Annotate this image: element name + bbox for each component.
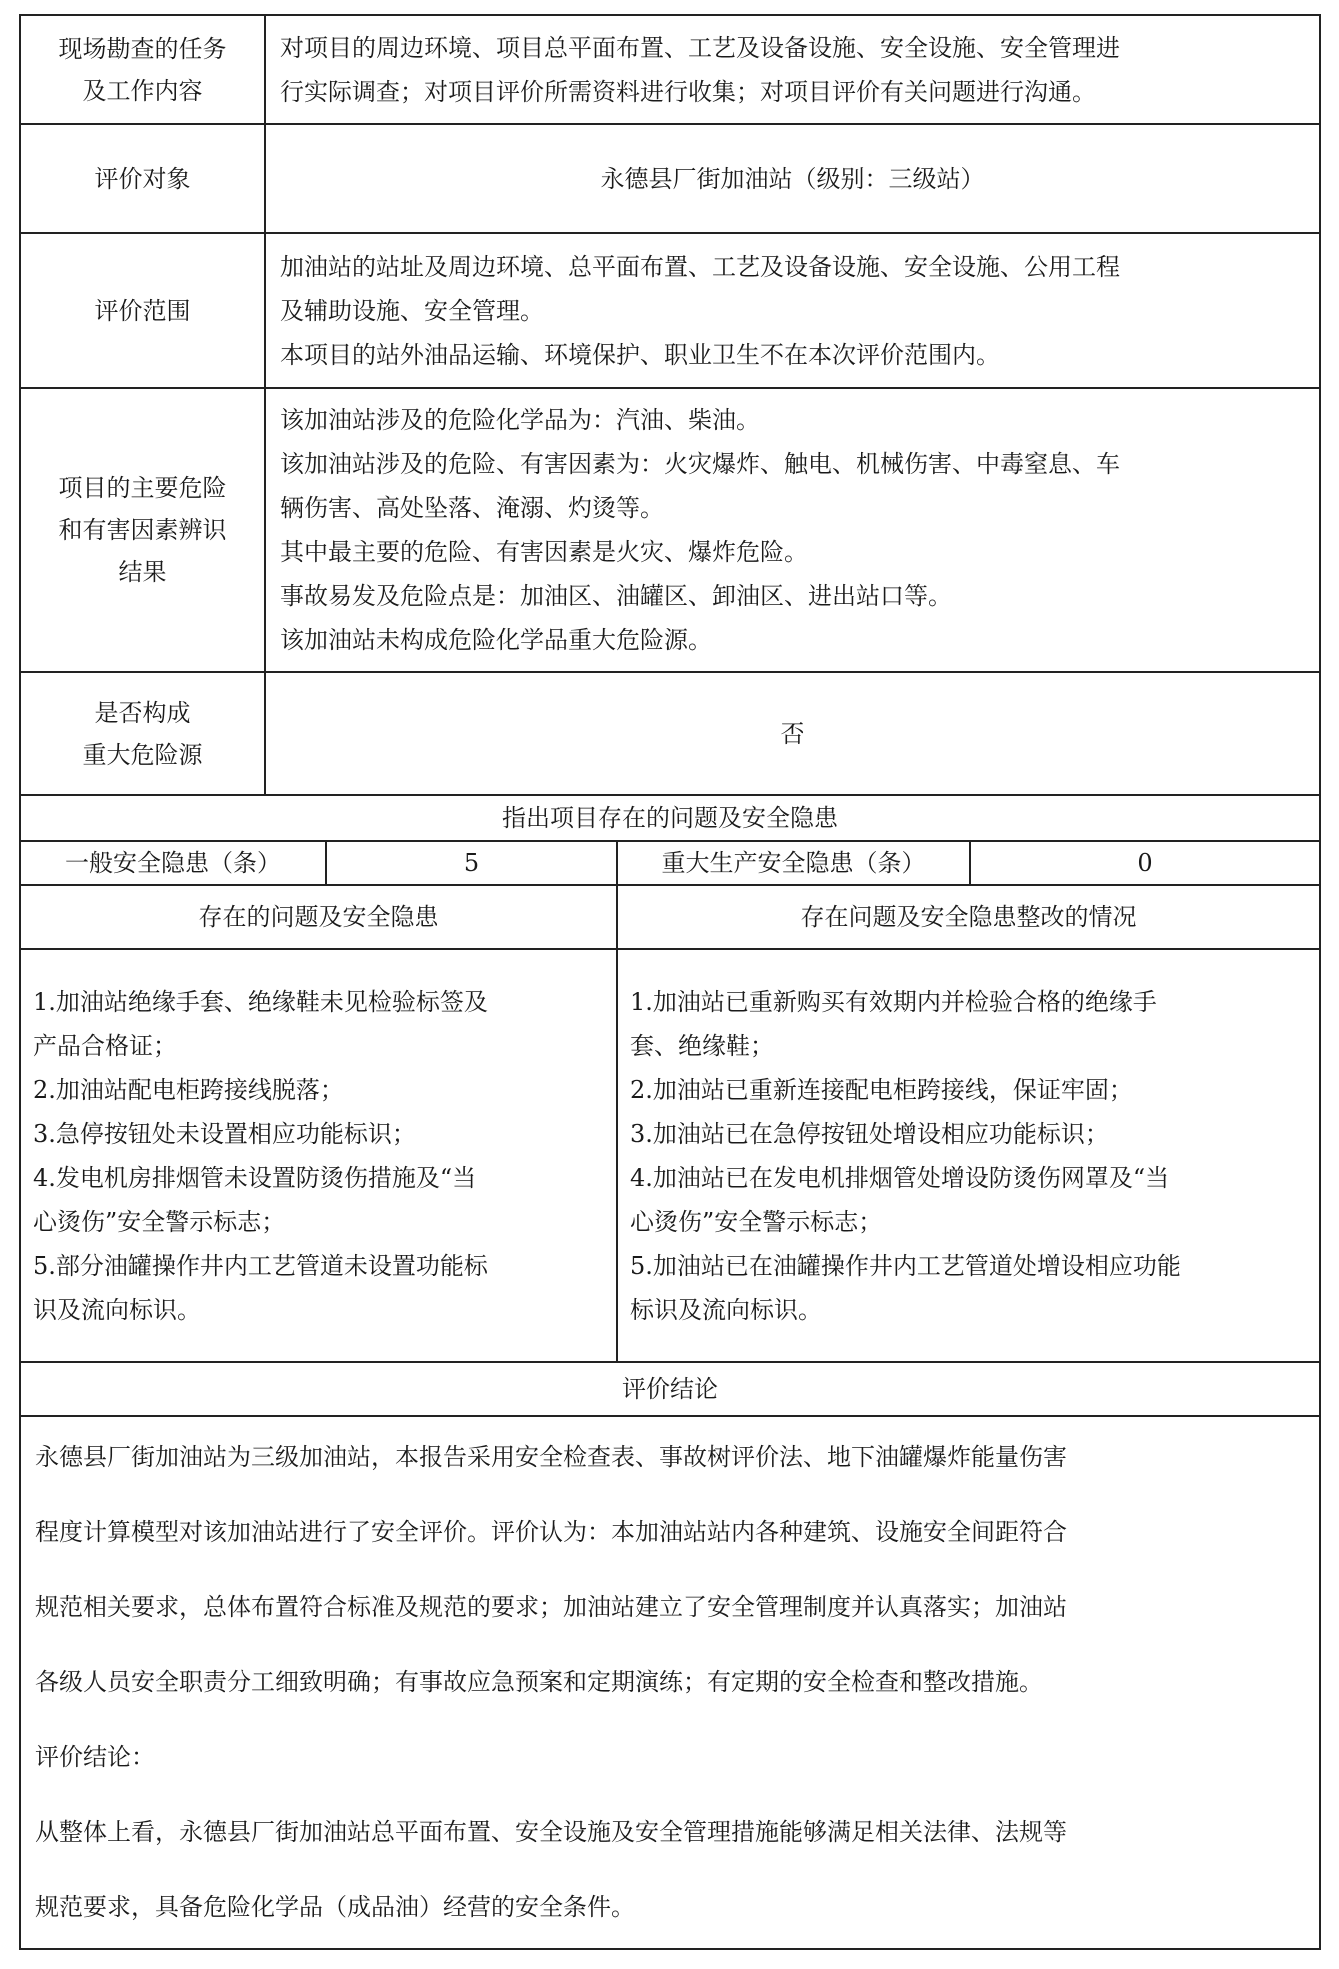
rectification-item-line: 标识及流向标识。 [630,1295,822,1324]
issues-list [21,950,616,1361]
conclusion-line: 评价结论： [35,1743,155,1771]
survey-label-line: 现场勘查的任务 [58,34,227,63]
issue-item-line: 识及流向标识。 [33,1295,201,1324]
hazards-line: 事故易发及危险点是：加油区、油罐区、卸油区、进出站口等。 [280,582,952,610]
issue-item-line: 3.急停按钮处未设置相应功能标识； [33,1119,416,1148]
conclusion-line: 从整体上看，永德县厂街加油站总平面布置、安全设施及安全管理措施能够满足相关法律、法规等 [35,1818,1067,1846]
conclusion-line: 程度计算模型对该加油站进行了安全评价。评价认为：本加油站站内各种建筑、设施安全间距符合 [35,1518,1067,1546]
row-major-hazard [19,671,1321,796]
major-hazard-label-line: 是否构成 [94,698,191,727]
issue-item-line: 1.加油站绝缘手套、绝缘鞋未见检验标签及 [33,987,488,1016]
survey-content [264,16,1319,123]
scope-label: 评价范围 [94,296,191,325]
hazards-label [21,389,264,671]
major-hazard-count-label: 重大生产安全隐患（条） [616,842,969,884]
survey-line: 对项目的周边环境、项目总平面布置、工艺及设备设施、安全设施、安全管理进 [280,33,1120,62]
issues-title: 指出项目存在的问题及安全隐患 [19,794,1321,842]
rectification-column-header: 存在问题及安全隐患整改的情况 [616,886,1319,948]
major-hazard-label [21,673,264,794]
conclusion-line: 规范相关要求，总体布置符合标准及规范的要求；加油站建立了安全管理制度并认真落实；加油站 [35,1593,1067,1621]
rectification-item-line: 套、绝缘鞋； [630,1031,774,1060]
rectification-item-line: 2.加油站已重新连接配电柜跨接线，保证牢固； [630,1075,1133,1104]
major-hazard-label-line: 重大危险源 [82,740,203,769]
issue-item-line: 2.加油站配电柜跨接线脱落； [33,1075,344,1104]
row-issue-counts [19,840,1321,886]
scope-line: 本项目的站外油品运输、环境保护、职业卫生不在本次评价范围内。 [280,340,1000,369]
rectification-item-line: 5.加油站已在油罐操作井内工艺管道处增设相应功能 [630,1251,1181,1280]
hazards-content [264,389,1319,671]
conclusion-line: 永德县厂街加油站为三级加油站，本报告采用安全检查表、事故树评价法、地下油罐爆炸能量伤害 [35,1443,1067,1471]
rectification-item-line: 4.加油站已在发电机排烟管处增设防烫伤网罩及“当 [630,1163,1170,1192]
hazards-label-line: 和有害因素辨识 [58,516,227,544]
survey-label-line: 及工作内容 [82,76,203,105]
hazards-line: 该加油站涉及的危险化学品为：汽油、柴油。 [280,406,760,434]
hazards-line: 辆伤害、高处坠落、淹溺、灼烫等。 [280,494,664,522]
issues-column-header: 存在的问题及安全隐患 [198,903,439,931]
rectification-list [616,950,1319,1361]
row-issue-headers [19,884,1321,950]
hazards-label-line: 项目的主要危险 [58,474,227,502]
general-hazard-count: 5 [325,842,616,884]
evaluation-table [19,14,1321,1950]
issue-item-line: 心烫伤”安全警示标志； [33,1207,286,1236]
hazards-line: 该加油站未构成危险化学品重大危险源。 [280,626,712,654]
general-hazard-label: 一般安全隐患（条） [65,849,281,877]
rectification-item-line: 心烫伤”安全警示标志； [630,1207,883,1236]
conclusion-body [19,1415,1321,1950]
row-evaluation-object [19,123,1321,234]
major-hazard-count: 0 [969,842,1319,884]
hazards-line: 该加油站涉及的危险、有害因素为：火灾爆炸、触电、机械伤害、中毒窒息、车 [280,450,1120,478]
row-evaluation-scope [19,232,1321,389]
hazards-label-line: 结果 [118,558,167,586]
scope-content [264,234,1319,387]
row-hazards [19,387,1321,673]
major-hazard-value: 否 [264,673,1319,794]
rectification-item-line: 1.加油站已重新购买有效期内并检验合格的绝缘手 [630,987,1157,1016]
row-survey-tasks [19,14,1321,125]
conclusion-line: 规范要求，具备危险化学品（成品油）经营的安全条件。 [35,1893,635,1921]
row-issue-lists [19,948,1321,1363]
survey-line: 行实际调查；对项目评价所需资料进行收集；对项目评价有关问题进行沟通。 [280,77,1096,106]
object-label: 评价对象 [94,164,191,193]
scope-line: 加油站的站址及周边环境、总平面布置、工艺及设备设施、安全设施、公用工程 [280,252,1120,281]
conclusion-line: 各级人员安全职责分工细致明确；有事故应急预案和定期演练；有定期的安全检查和整改措施。 [35,1668,1043,1696]
survey-label [21,16,264,123]
issue-item-line: 产品合格证； [33,1031,177,1060]
rectification-item-line: 3.加油站已在急停按钮处增设相应功能标识； [630,1119,1109,1148]
scope-line: 及辅助设施、安全管理。 [280,296,544,325]
conclusion-title: 评价结论 [19,1361,1321,1417]
issue-item-line: 5.部分油罐操作井内工艺管道未设置功能标 [33,1251,488,1280]
hazards-line: 其中最主要的危险、有害因素是火灾、爆炸危险。 [280,538,808,566]
object-value: 永德县厂街加油站（级别：三级站） [264,125,1319,232]
issue-item-line: 4.发电机房排烟管未设置防烫伤措施及“当 [33,1163,477,1192]
